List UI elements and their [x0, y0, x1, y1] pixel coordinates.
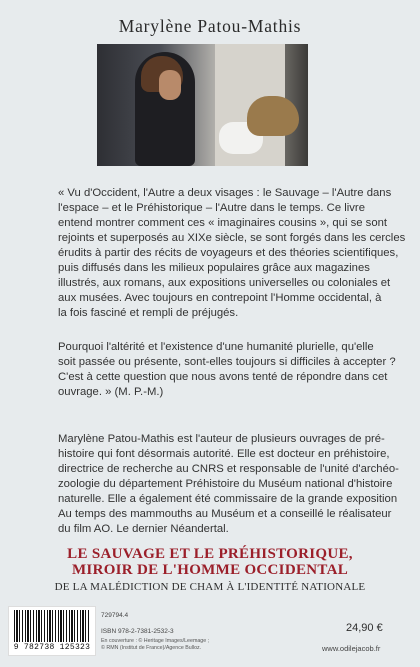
text-line: histoire qui font désormais autorité. Elle est docteur en préhistoire, [58, 448, 390, 460]
text-line: Marylène Patou-Mathis est l'auteur de plusieurs ouvrages de pré- [58, 433, 385, 445]
text-line: C'est à cette question que nous avons tenté de répondre dans cet [58, 371, 388, 383]
book-title-line-2: MIROIR DE L'HOMME OCCIDENTAL [71, 562, 349, 578]
quote-paragraph [58, 186, 406, 321]
text-line: zoologie du département Préhistoire du Muséum national d'histoire [58, 478, 393, 490]
text-line: la fois fasciné et rempli de préjugés. [58, 307, 239, 319]
text-line: Pourquoi l'altérité et l'existence d'une humanité plurielle, qu'elle [58, 341, 374, 353]
book-title-line-1: LE SAUVAGE ET LE PRÉHISTORIQUE, [67, 546, 353, 562]
text-line: soit passée ou présente, sont-elles toujours si difficiles à accepter ? [58, 356, 396, 368]
text-line: naturelle. Elle a également été commissaire de la grande exposition [58, 493, 398, 505]
barcode-bars [14, 610, 90, 642]
credit-line: © RMN (Institut de France)/Agence Bulloz. [101, 645, 202, 651]
author-bio-paragraph [58, 432, 399, 537]
text-line: entend montrer comment ces « imaginaires cousins », qui se sont [58, 217, 388, 229]
skull-image [247, 96, 299, 136]
text-line: érudits à partir des récits de voyageurs et des théories scientifiques, [58, 247, 399, 259]
text-line: directrice de recherche au CNRS et responsable de l'unité d'archéo- [58, 463, 399, 475]
book-title [0, 546, 420, 578]
isbn: ISBN 978-2-7381-2532-3 [101, 628, 174, 635]
text-line: illustrés, aux romans, aux expositions universelles ou coloniales et [58, 277, 391, 289]
credit-line: En couverture : © Heritage Images/Leemage ; [101, 638, 210, 644]
text-line: ouvrage. » (M. P.-M.) [58, 386, 164, 398]
text-line: puis diffusés dans les milieux populaires grâce aux magazines [58, 262, 370, 274]
product-code: 729794.4 [101, 612, 129, 619]
text-line: rejoints et superposés au XIXe siècle, se sont forgés dans les cercles [58, 232, 406, 244]
text-line: aux musées. Avec toujours en contrepoint l'Homme occidental, à [58, 292, 382, 304]
text-line: Au temps des mammouths au Muséum et a conseillé le réalisateur [58, 508, 392, 520]
book-subtitle: DE LA MALÉDICTION DE CHAM À L'IDENTITÉ NATIONALE [54, 581, 366, 593]
image-credits [101, 638, 209, 652]
text-line: du film AO. Le dernier Néandertal. [58, 523, 229, 535]
price: 24,90 € [346, 622, 383, 634]
cover-photo [97, 44, 308, 166]
question-paragraph [58, 340, 396, 400]
publisher-website: www.odilejacob.fr [322, 644, 381, 653]
author-name: Marylène Patou-Mathis [118, 16, 302, 36]
text-line: « Vu d'Occident, l'Autre a deux visages : le Sauvage – l'Autre dans [58, 187, 392, 199]
barcode-digits: 9 782738 125323 [13, 643, 91, 652]
barcode [8, 606, 96, 656]
text-line: l'espace – et le Préhistorique – l'Autre dans le temps. Ce livre [58, 202, 365, 214]
